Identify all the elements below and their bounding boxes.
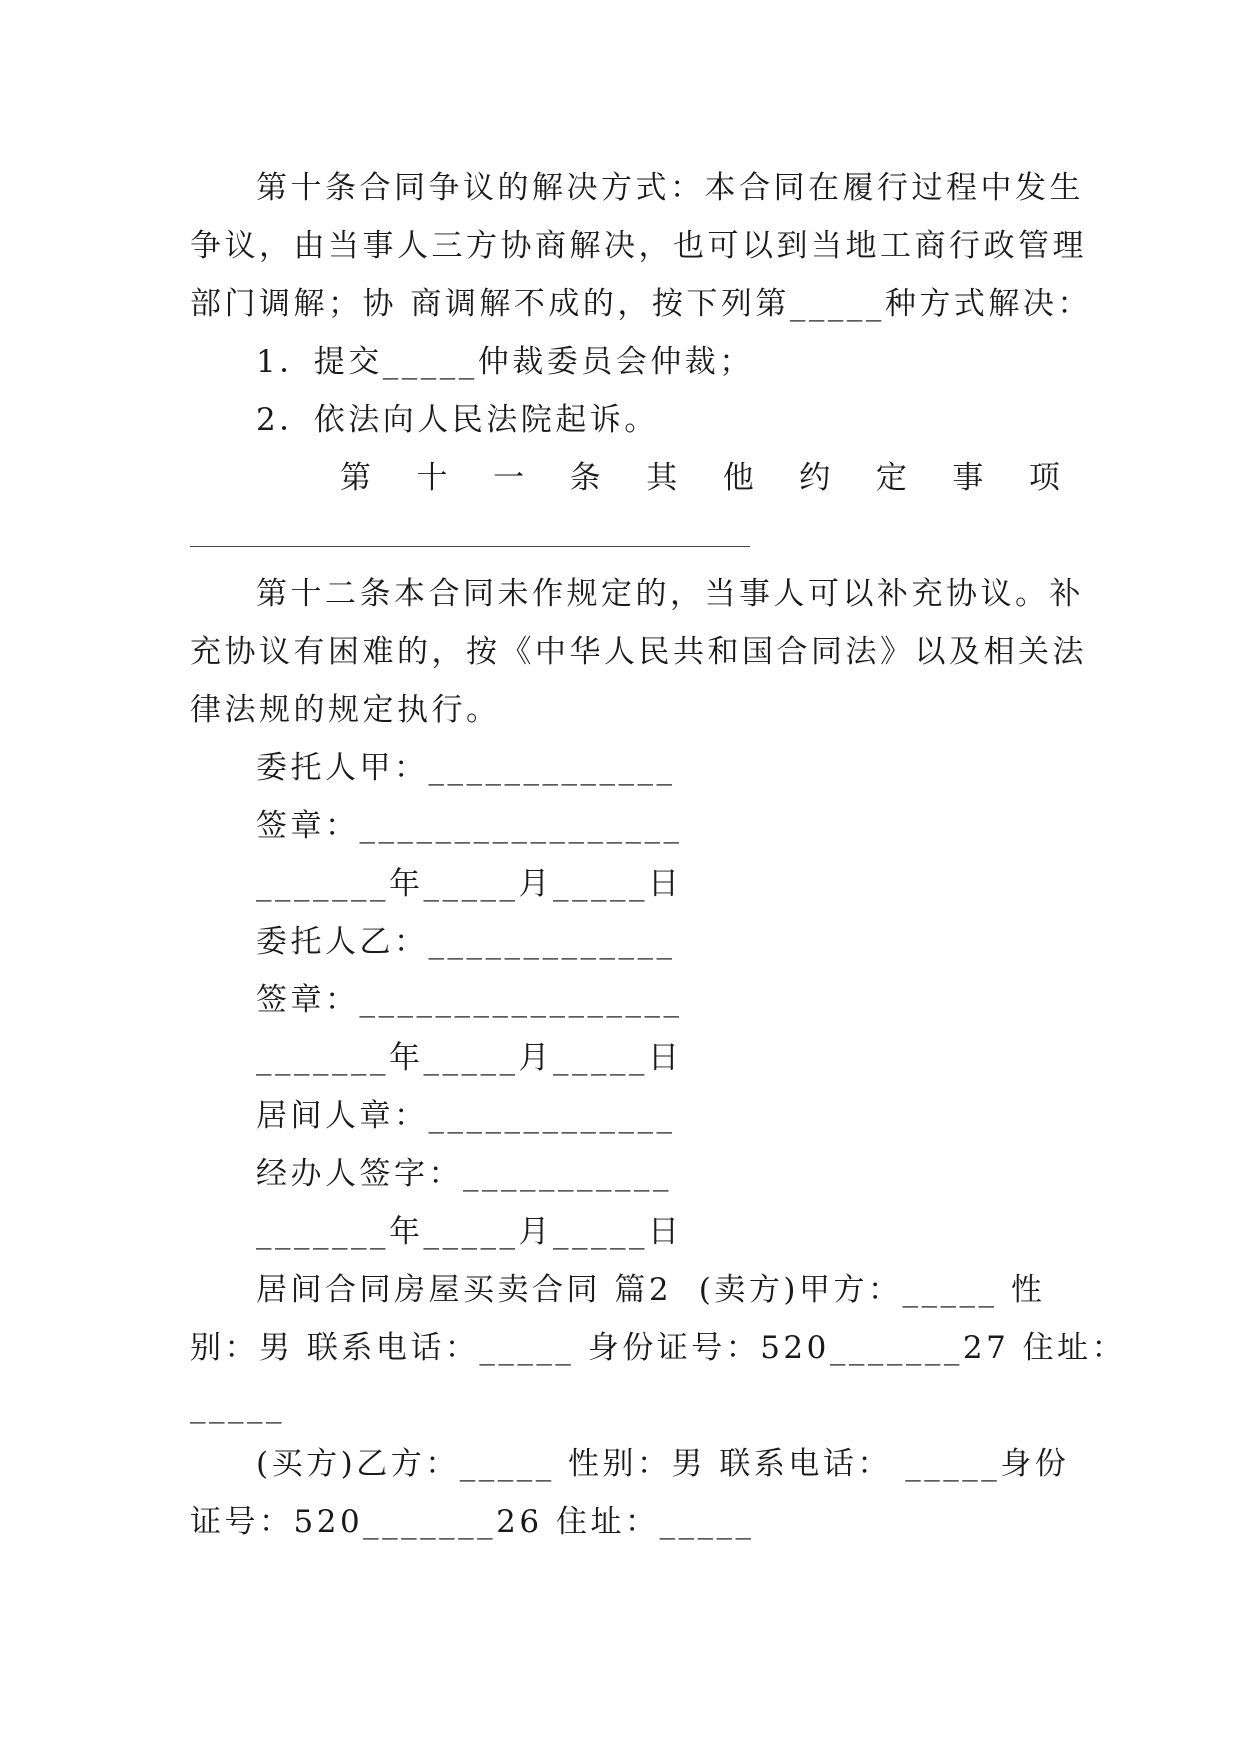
article-10-line-3: 部门调解；协 商调解不成的，按下列第_____种方式解决： — [190, 286, 1092, 322]
article-12-line-1: 第十二条本合同未作规定的，当事人可以补充协议。补 — [256, 576, 1084, 612]
intermediary-date: _______年_____月_____日 — [256, 1214, 683, 1250]
party-a-date: _______年_____月_____日 — [256, 866, 683, 902]
contract-2-seller-line-1: 居间合同房屋买卖合同 篇2 (卖方)甲方：_____ 性 — [256, 1272, 1046, 1308]
party-a-seal: 签章：_________________ — [256, 808, 683, 844]
article-11-char: 他 — [722, 460, 754, 496]
contract-2-buyer-line-1: (买方)乙方：_____ 性别：男 联系电话： _____身份 — [256, 1446, 1070, 1482]
article-11-char: 约 — [799, 460, 831, 496]
article-10-line-1: 第十条合同争议的解决方式：本合同在履行过程中发生 — [256, 170, 1084, 206]
article-12-line-2: 充协议有困难的，按《中华人民共和国合同法》以及相关法 — [190, 634, 1087, 670]
handler-signature: 经办人签字：___________ — [256, 1156, 672, 1192]
article-11-blank-rule — [190, 546, 750, 547]
party-b-seal: 签章：_________________ — [256, 982, 683, 1018]
article-11-char: 十 — [416, 460, 448, 496]
article-11-char: 事 — [952, 460, 984, 496]
article-11-char: 条 — [569, 460, 601, 496]
option-2: 2．依法向人民法院起诉。 — [256, 402, 659, 438]
contract-2-buyer-line-2: 证号：520_______26 住址：_____ — [190, 1504, 755, 1540]
article-11-char: 第 — [340, 460, 371, 496]
article-10-line-2: 争议，由当事人三方协商解决，也可以到当地工商行政管理 — [190, 228, 1087, 264]
article-11-char: 一 — [493, 460, 525, 496]
party-b-date: _______年_____月_____日 — [256, 1040, 683, 1076]
option-1: 1．提交_____仲裁委员会仲裁； — [256, 344, 754, 380]
contract-2-seller-line-2: 别：男 联系电话：_____ 身份证号：520_______27 住址： — [190, 1330, 1127, 1366]
article-11-char: 定 — [875, 460, 907, 496]
article-11-heading — [340, 458, 1060, 498]
party-a-label: 委托人甲：_____________ — [256, 750, 676, 786]
intermediary-seal: 居间人章：_____________ — [256, 1098, 676, 1134]
article-11-char: 项 — [1028, 460, 1060, 496]
party-b-label: 委托人乙：_____________ — [256, 924, 676, 960]
contract-2-seller-line-3: _____ — [190, 1388, 285, 1424]
article-11-char: 其 — [646, 460, 678, 496]
article-12-line-3: 律法规的规定执行。 — [190, 692, 501, 728]
